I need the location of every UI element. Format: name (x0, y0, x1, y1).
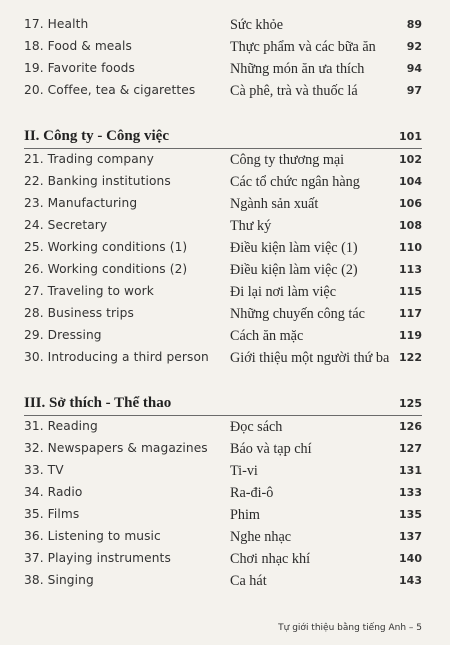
entry-title: 17. Health (24, 17, 89, 31)
entry-page: 119 (399, 329, 422, 342)
entry-title: 37. Playing instruments (24, 551, 171, 565)
entry-page: 131 (399, 464, 422, 477)
entry-title: 32. Newspapers & magazines (24, 441, 208, 455)
entry-page: 102 (399, 153, 422, 166)
toc-entry (24, 218, 422, 236)
entry-page: 113 (399, 263, 422, 276)
toc-entry (24, 529, 422, 547)
section-divider (24, 148, 422, 149)
entry-vietnamese: Công ty thương mại (230, 152, 345, 168)
toc-entry (24, 196, 422, 214)
entry-title: 18. Food & meals (24, 39, 132, 53)
toc-entry (24, 39, 422, 57)
entry-page: 115 (399, 285, 422, 298)
entry-page: 106 (399, 197, 422, 210)
entry-title: 36. Listening to music (24, 529, 161, 543)
section-title: II. Công ty - Công việc (24, 128, 169, 144)
entry-page: 126 (399, 420, 422, 433)
entry-page: 94 (406, 62, 422, 75)
entry-title: 28. Business trips (24, 306, 134, 320)
entry-vietnamese: Điều kiện làm việc (2) (230, 262, 358, 278)
entry-page: 140 (399, 552, 422, 565)
section-heading (24, 128, 422, 148)
toc-entry (24, 573, 422, 591)
section-divider (24, 415, 422, 416)
entry-vietnamese: Ra-đi-ô (230, 485, 274, 501)
entry-page: 89 (406, 18, 422, 31)
toc-entry (24, 485, 422, 503)
toc-entry (24, 152, 422, 170)
entry-page: 133 (399, 486, 422, 499)
entry-vietnamese: Phim (230, 507, 260, 523)
entry-page: 117 (399, 307, 422, 320)
entry-page: 127 (399, 442, 422, 455)
entry-page: 135 (399, 508, 422, 521)
section-title: III. Sở thích - Thể thao (24, 395, 172, 411)
entry-vietnamese: Ti-vi (230, 463, 258, 479)
entry-title: 31. Reading (24, 419, 98, 433)
entry-title: 21. Trading company (24, 152, 154, 166)
toc-entry (24, 240, 422, 258)
entry-title: 26. Working conditions (2) (24, 262, 188, 276)
toc-entry (24, 262, 422, 280)
entry-vietnamese: Điều kiện làm việc (1) (230, 240, 358, 256)
section-page: 101 (399, 130, 422, 143)
entry-page: 137 (399, 530, 422, 543)
entry-vietnamese: Thực phẩm và các bữa ăn (230, 39, 376, 55)
toc-entry (24, 350, 422, 368)
section-page: 125 (399, 397, 422, 410)
entry-title: 23. Manufacturing (24, 196, 138, 210)
page-footer: Tự giới thiệu bằng tiếng Anh – 5 (278, 623, 422, 633)
entry-vietnamese: Nghe nhạc (230, 529, 292, 545)
entry-title: 27. Traveling to work (24, 284, 154, 298)
entry-vietnamese: Báo và tạp chí (230, 441, 312, 457)
entry-vietnamese: Cách ăn mặc (230, 328, 304, 344)
toc-entry (24, 507, 422, 525)
entry-title: 35. Films (24, 507, 80, 521)
entry-vietnamese: Những chuyến công tác (230, 306, 365, 322)
entry-vietnamese: Sức khỏe (230, 17, 284, 33)
entry-vietnamese: Cà phê, trà và thuốc lá (230, 83, 358, 99)
entry-title: 38. Singing (24, 573, 94, 587)
entry-vietnamese: Giới thiệu một người thứ ba (230, 350, 390, 366)
entry-title: 19. Favorite foods (24, 61, 135, 75)
entry-title: 22. Banking institutions (24, 174, 171, 188)
entry-page: 122 (399, 351, 422, 364)
toc-entry (24, 284, 422, 302)
toc-entry (24, 83, 422, 101)
entry-vietnamese: Các tổ chức ngân hàng (230, 174, 360, 190)
entry-vietnamese: Thư ký (230, 218, 272, 234)
section-heading (24, 395, 422, 415)
entry-title: 33. TV (24, 463, 64, 477)
toc-entry (24, 61, 422, 79)
entry-title: 25. Working conditions (1) (24, 240, 188, 254)
entry-title: 20. Coffee, tea & cigarettes (24, 83, 196, 97)
toc-entry (24, 328, 422, 346)
entry-vietnamese: Chơi nhạc khí (230, 551, 311, 567)
entry-page: 97 (406, 84, 422, 97)
entry-title: 30. Introducing a third person (24, 350, 209, 364)
toc-entry (24, 17, 422, 35)
toc-entry (24, 463, 422, 481)
entry-title: 34. Radio (24, 485, 83, 499)
entry-vietnamese: Đi lại nơi làm việc (230, 284, 336, 300)
toc-entry (24, 306, 422, 324)
toc-entry (24, 174, 422, 192)
entry-title: 29. Dressing (24, 328, 102, 342)
entry-page: 104 (399, 175, 422, 188)
entry-page: 143 (399, 574, 422, 587)
entry-page: 108 (399, 219, 422, 232)
entry-vietnamese: Ngành sản xuất (230, 196, 319, 212)
toc-entry (24, 551, 422, 569)
entry-vietnamese: Những món ăn ưa thích (230, 61, 365, 77)
entry-page: 92 (406, 40, 422, 53)
entry-vietnamese: Đọc sách (230, 419, 283, 435)
toc-entry (24, 441, 422, 459)
entry-vietnamese: Ca hát (230, 573, 267, 589)
entry-page: 110 (399, 241, 422, 254)
entry-title: 24. Secretary (24, 218, 108, 232)
toc-entry (24, 419, 422, 437)
